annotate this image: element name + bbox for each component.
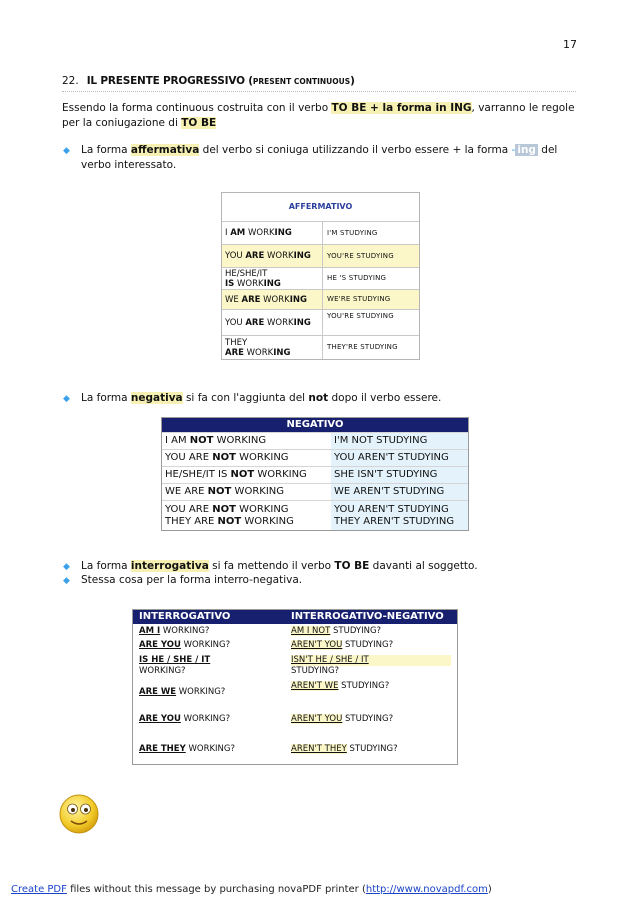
intro-highlight-1: TO BE + la forma in ING bbox=[331, 102, 472, 114]
affermativo-form: WE ARE WORKING bbox=[222, 290, 323, 309]
create-pdf-link[interactable]: Create PDF bbox=[11, 884, 67, 895]
negativo-row bbox=[162, 500, 468, 516]
novapdf-link[interactable]: http://www.novapdf.com bbox=[365, 884, 488, 895]
negativo-row bbox=[162, 516, 468, 530]
heading-number: 22. bbox=[62, 75, 79, 87]
page-number: 17 bbox=[563, 38, 577, 51]
negativo-short-form: WE AREN'T STUDYING bbox=[331, 484, 468, 500]
affermativo-short-form: YOU'RE STUDYING bbox=[327, 251, 394, 260]
affermativo-row bbox=[222, 309, 419, 335]
bullet-highlight: interrogativa bbox=[130, 560, 209, 572]
interrogativo-row bbox=[133, 652, 457, 680]
interrogativo-negativo-form: AM I NOT STUDYING? bbox=[291, 625, 382, 636]
interrogativo-form: ARE YOU WORKING? bbox=[139, 713, 231, 724]
negativo-short-form: THEY AREN'T STUDYING bbox=[331, 516, 468, 530]
heading-title: IL PRESENTE PROGRESSIVO ( bbox=[86, 75, 253, 87]
affermativo-header: AFFERMATIVO bbox=[288, 202, 353, 211]
bullet-text: La forma bbox=[81, 144, 131, 156]
interrogativo-row bbox=[133, 680, 457, 704]
affermativo-table bbox=[221, 192, 420, 360]
interrogativo-header-label: INTERROGATIVO bbox=[139, 611, 231, 622]
intro-highlight-2: TO BE bbox=[181, 117, 217, 129]
intro-text-1: Essendo la forma continuous costruita con il verbo bbox=[62, 102, 332, 114]
interrogativo-table bbox=[132, 609, 458, 765]
negativo-short-form: YOU AREN'T STUDYING bbox=[331, 501, 468, 516]
negativo-row bbox=[162, 449, 468, 466]
diamond-bullet-icon: ◆ bbox=[63, 576, 70, 586]
bullet-negativa bbox=[63, 391, 578, 407]
affermativo-row bbox=[222, 289, 419, 309]
negativo-short-form: SHE ISN'T STUDYING bbox=[331, 467, 468, 483]
negativo-short-form: YOU AREN'T STUDYING bbox=[331, 450, 468, 466]
footer-close: ) bbox=[487, 884, 492, 895]
interrogativo-negativo-form: AREN'T WE STUDYING? bbox=[291, 681, 390, 691]
negativo-form: YOU ARE NOT WORKING bbox=[165, 452, 289, 463]
intro-paragraph bbox=[62, 101, 578, 131]
affermativo-short-form: YOU'RE STUDYING bbox=[327, 312, 394, 320]
affermativo-form: THEY ARE WORKING bbox=[222, 336, 323, 359]
affermativo-short-form: THEY'RE STUDYING bbox=[327, 343, 398, 351]
diamond-bullet-icon: ◆ bbox=[63, 394, 70, 404]
interrogativo-row bbox=[133, 734, 457, 764]
bullet-text: Stessa cosa per la forma interro-negativa. bbox=[81, 574, 303, 586]
affermativo-form: YOU ARE WORKING bbox=[222, 245, 323, 267]
affermativo-short-form: I'M STUDYING bbox=[327, 228, 378, 237]
interrogativo-negativo-form: AREN'T YOU STUDYING? bbox=[291, 713, 394, 724]
affermativo-form: HE/SHE/IT IS WORKING bbox=[222, 268, 323, 289]
smiley-face-icon bbox=[58, 793, 100, 835]
bullet-highlight: negativa bbox=[130, 392, 183, 404]
negativo-header: NEGATIVO bbox=[162, 418, 468, 432]
affermativo-row bbox=[222, 267, 419, 289]
section-heading bbox=[62, 75, 576, 92]
interrogativo-negativo-form: AREN'T YOU STUDYING? bbox=[291, 639, 394, 650]
interrogativo-form: IS HE / SHE / IT WORKING? bbox=[139, 655, 211, 676]
affermativo-row bbox=[222, 244, 419, 267]
minus-sign: - bbox=[511, 144, 516, 156]
heading-paren: PRESENT CONTINUOUS bbox=[252, 77, 351, 86]
bullet-affermativa bbox=[63, 143, 578, 173]
footer bbox=[11, 884, 492, 895]
interrogativo-form: AM I WORKING? bbox=[139, 625, 210, 636]
negativo-form: HE/SHE/IT IS NOT WORKING bbox=[165, 469, 307, 480]
interrogativo-negativo-form: ISN'T HE / SHE / IT STUDYING? bbox=[285, 652, 457, 680]
bullet-text: La forma bbox=[81, 560, 131, 572]
negativo-table bbox=[161, 417, 469, 531]
bullet-text: si fa con l'aggiunta del bbox=[182, 392, 309, 404]
affermativo-short-form: HE 'S STUDYING bbox=[327, 274, 387, 282]
bullet-text: si fa mettendo il verbo bbox=[208, 560, 335, 572]
negativo-form: WE ARE NOT WORKING bbox=[165, 486, 284, 497]
affermativo-row bbox=[222, 335, 419, 359]
bullet-bold: TO BE bbox=[334, 560, 370, 572]
bullet-bold: not bbox=[308, 392, 329, 404]
interrogativo-form: ARE YOU WORKING? bbox=[139, 639, 231, 650]
interrogativo-negativo-form: AREN'T THEY STUDYING? bbox=[291, 743, 398, 754]
bullet-text: del verbo interessato. bbox=[81, 144, 558, 171]
interrogativo-header bbox=[133, 610, 457, 624]
affermativo-short-form: WE'RE STUDYING bbox=[327, 295, 391, 303]
affermativo-form: I AM WORKING bbox=[222, 222, 323, 244]
negativo-short-form: I'M NOT STUDYING bbox=[331, 433, 468, 449]
bullet-text: davanti al soggetto. bbox=[369, 560, 478, 572]
footer-text: files without this message by purchasing novaPDF printer ( bbox=[66, 884, 366, 895]
bullet-text: dopo il verbo essere. bbox=[328, 392, 442, 404]
interrogativo-form: ARE WE WORKING? bbox=[139, 686, 226, 697]
diamond-bullet-icon: ◆ bbox=[63, 562, 70, 572]
bullet-text: La forma bbox=[81, 392, 131, 404]
interrogativo-row bbox=[133, 704, 457, 734]
heading-close: ) bbox=[350, 75, 355, 87]
interrogativo-form: ARE THEY WORKING? bbox=[139, 743, 236, 754]
negativo-row bbox=[162, 483, 468, 500]
interrogativo-row bbox=[133, 624, 457, 638]
affermativo-row bbox=[222, 221, 419, 244]
negativo-form: YOU ARE NOT WORKING bbox=[165, 504, 289, 515]
bullet-text: del verbo si coniuga utilizzando il verbo essere + la forma bbox=[199, 144, 512, 156]
diamond-bullet-icon: ◆ bbox=[63, 146, 70, 156]
interrogativo-negativo-header-label: INTERROGATIVO-NEGATIVO bbox=[291, 611, 444, 622]
bullet-interro-negativa bbox=[63, 573, 578, 589]
negativo-row bbox=[162, 466, 468, 483]
ing-badge: ing bbox=[517, 144, 536, 156]
interrogativo-row bbox=[133, 638, 457, 652]
negativo-row bbox=[162, 432, 468, 449]
bullet-highlight: affermativa bbox=[130, 144, 200, 156]
affermativo-form: YOU ARE WORKING bbox=[222, 310, 323, 335]
intro-text-2: , varranno le regole per la coniugazione di bbox=[62, 102, 575, 129]
negativo-form: THEY ARE NOT WORKING bbox=[165, 516, 294, 527]
negativo-form: I AM NOT WORKING bbox=[165, 435, 267, 446]
